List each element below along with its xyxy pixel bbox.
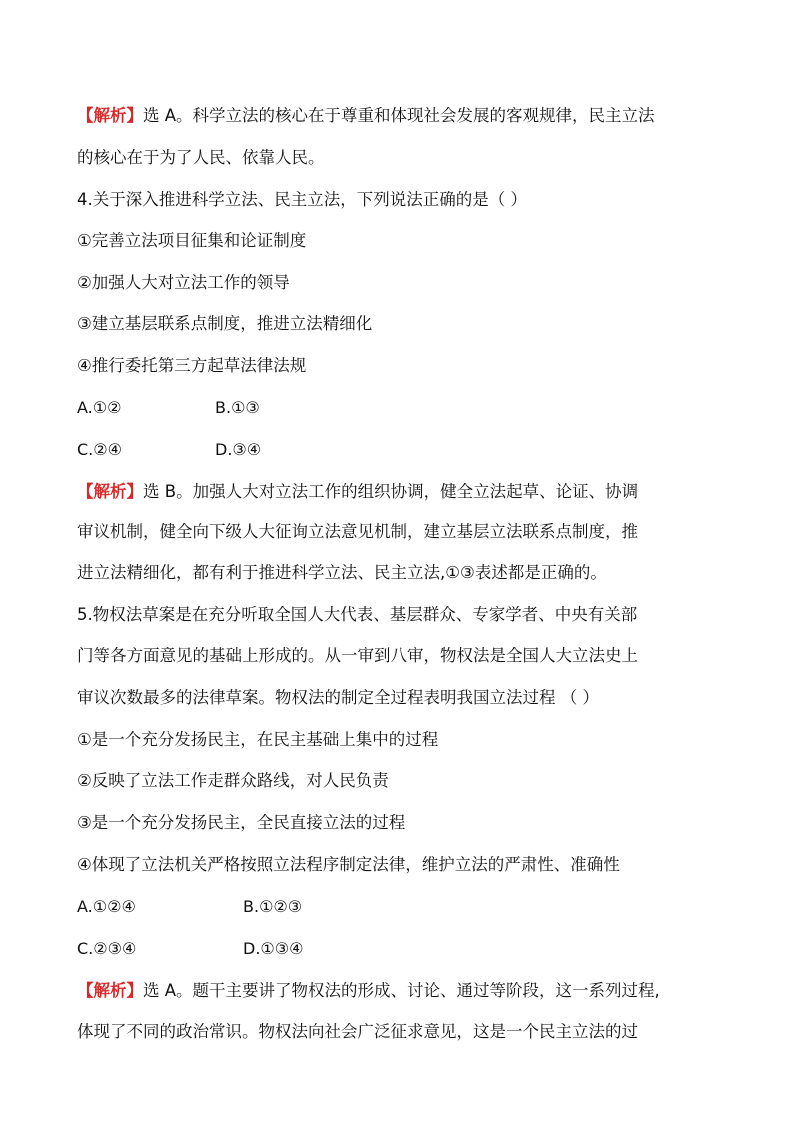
question-4-item-3: ③建立基层联系点制度，推进立法精细化 [77,314,373,333]
question-5-option-d: D.①③④ [243,939,304,958]
question-5-item-4: ④体现了立法机关严格按照立法程序制定法律，维护立法的严肃性、准确性 [77,855,620,874]
question-4-option-c: C.②④ [77,440,122,459]
analysis-3-line-1: 【解析】选 A。科学立法的核心在于尊重和体现社会发展的客观规律，民主立法 [77,106,655,125]
question-5-stem-line-2: 门等各方面意见的基础上形成的。从一审到八审，物权法是全国人大立法史上 [77,646,638,665]
question-5-item-1: ①是一个充分发扬民主，在民主基础上集中的过程 [77,730,439,749]
analysis-4-line-2: 审议机制，健全向下级人大征询立法意见机制，建立基层立法联系点制度，推 [77,522,638,541]
question-5-item-2: ②反映了立法工作走群众路线，对人民负责 [77,771,389,790]
analysis-5-line-2: 体现了不同的政治常识。物权法向社会广泛征求意见，这是一个民主立法的过 [77,1022,638,1041]
analysis-3-line-2: 的核心在于为了人民、依靠人民。 [77,148,325,167]
analysis-4-line-1: 【解析】选 B。加强人大对立法工作的组织协调，健全立法起草、论证、协调 [77,482,639,501]
analysis-5-line-1: 【解析】选 A。题干主要讲了物权法的形成、讨论、通过等阶段，这一系列过程, [77,981,660,1000]
question-4-option-b: B.①③ [215,398,260,417]
question-5-stem-line-1: 5.物权法草案是在充分听取全国人大代表、基层群众、专家学者、中央有关部 [77,605,638,624]
analysis-label: 【解析】 [77,482,143,501]
question-5-option-b: B.①②③ [243,897,303,916]
analysis-label: 【解析】 [77,981,143,1000]
question-4-option-a: A.①② [77,398,122,417]
question-4-item-1: ①完善立法项目征集和论证制度 [77,231,307,250]
question-4-stem: 4.关于深入推进科学立法、民主立法，下列说法正确的是（ ） [77,190,527,209]
question-4-item-4: ④推行委托第三方起草法律法规 [77,356,307,375]
question-5-option-c: C.②③④ [77,939,137,958]
question-4-option-d: D.③④ [215,440,262,459]
question-4-item-2: ②加强人大对立法工作的领导 [77,273,290,292]
question-5-option-a: A.①②④ [77,897,136,916]
question-5-item-3: ③是一个充分发扬民主，全民直接立法的过程 [77,813,406,832]
question-5-stem-line-3: 审议次数最多的法律草案。物权法的制定全过程表明我国立法过程 （ ） [77,688,599,707]
analysis-4-line-3: 进立法精细化，都有利于推进科学立法、民主立法,①③表述都是正确的。 [77,563,607,582]
analysis-label: 【解析】 [77,106,143,125]
